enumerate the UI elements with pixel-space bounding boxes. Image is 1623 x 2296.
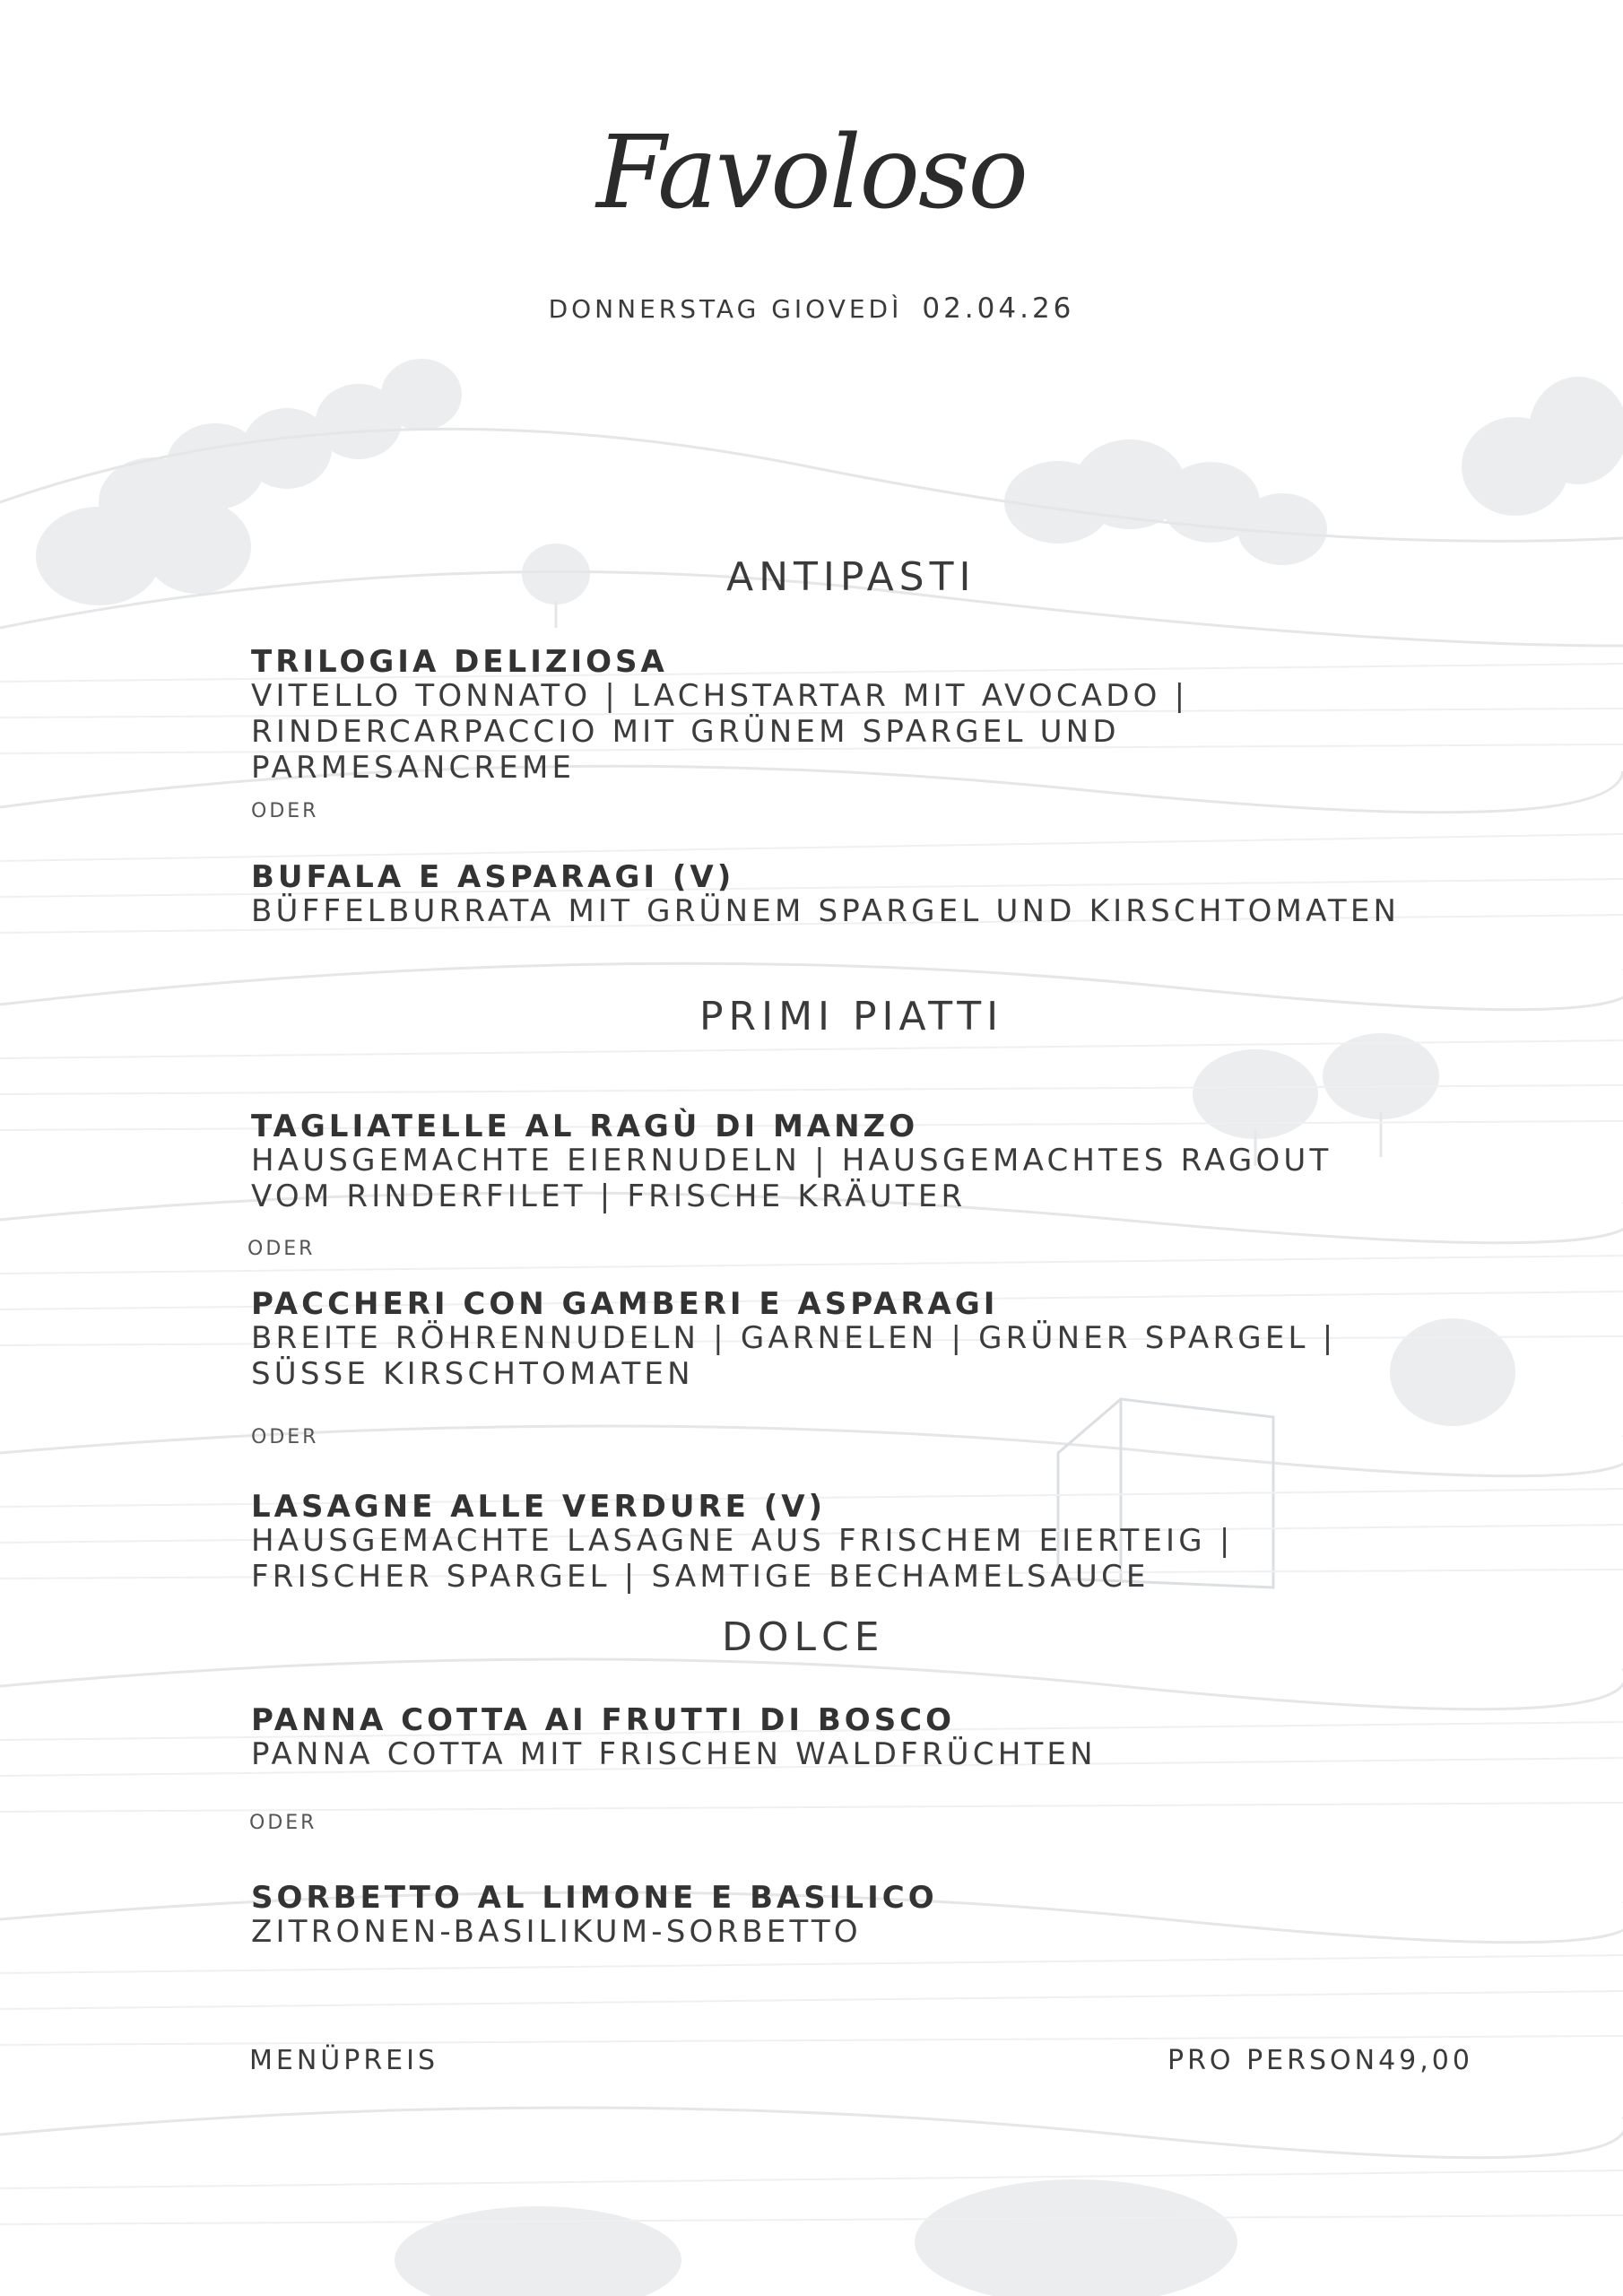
dish-description: FRISCHER SPARGEL | SAMTIGE BECHAMELSAUCE bbox=[251, 1559, 1150, 1595]
menu-price-label: MENÜPREIS bbox=[249, 2045, 439, 2076]
dish-title: BUFALA E ASPARAGI (V) bbox=[251, 859, 735, 895]
section-title-primi: PRIMI PIATTI bbox=[699, 994, 1004, 1039]
oder-separator: ODER bbox=[249, 1812, 317, 1834]
menu-price bbox=[1167, 2045, 1473, 2076]
dish-title: SORBETTO AL LIMONE E BASILICO bbox=[251, 1880, 938, 1916]
section-title-antipasti: ANTIPASTI bbox=[726, 554, 976, 600]
menu-date: 02.04.26 bbox=[922, 292, 1075, 325]
dish-description: BÜFFELBURRATA MIT GRÜNEM SPARGEL UND KIRSCHTOMATEN bbox=[251, 893, 1401, 929]
price-value: 49,00 bbox=[1378, 2045, 1473, 2076]
day-de: DONNERSTAG bbox=[548, 294, 760, 324]
dish-description: PARMESANCREME bbox=[251, 750, 576, 786]
dish-title: PACCHERI CON GAMBERI E ASPARAGI bbox=[251, 1286, 999, 1322]
date-header bbox=[0, 292, 1623, 325]
oder-separator: ODER bbox=[251, 800, 319, 822]
dish-title: TRILOGIA DELIZIOSA bbox=[251, 644, 668, 680]
dish-title: TAGLIATELLE AL RAGÙ DI MANZO bbox=[251, 1109, 919, 1144]
section-title-dolce: DOLCE bbox=[722, 1614, 885, 1660]
oder-separator: ODER bbox=[247, 1238, 316, 1260]
dish-description: HAUSGEMACHTE LASAGNE AUS FRISCHEM EIERTEIG | bbox=[251, 1523, 1234, 1559]
dish-title: PANNA COTTA AI FRUTTI DI BOSCO bbox=[251, 1702, 956, 1738]
dish-description: ZITRONEN-BASILIKUM-SORBETTO bbox=[251, 1914, 862, 1950]
dish-description: BREITE RÖHRENNUDELN | GARNELEN | GRÜNER SPARGEL | bbox=[251, 1320, 1337, 1356]
dish-description: VITELLO TONNATO | LACHSTARTAR MIT AVOCADO | bbox=[251, 678, 1189, 714]
day-it: GIOVEDÌ bbox=[771, 294, 903, 324]
dish-description: HAUSGEMACHTE EIERNUDELN | HAUSGEMACHTES RAGOUT bbox=[251, 1143, 1332, 1178]
dish-description: RINDERCARPACCIO MIT GRÜNEM SPARGEL UND bbox=[251, 714, 1120, 750]
dish-title: LASAGNE ALLE VERDURE (V) bbox=[251, 1489, 827, 1525]
oder-separator: ODER bbox=[251, 1426, 319, 1448]
brand-logo: Favoloso bbox=[596, 115, 1027, 231]
dish-description: SÜSSE KIRSCHTOMATEN bbox=[251, 1356, 694, 1392]
per-person-label: PRO PERSON bbox=[1167, 2045, 1379, 2076]
dish-description: PANNA COTTA MIT FRISCHEN WALDFRÜCHTEN bbox=[251, 1736, 1097, 1772]
dish-description: VOM RINDERFILET | FRISCHE KRÄUTER bbox=[251, 1178, 967, 1214]
